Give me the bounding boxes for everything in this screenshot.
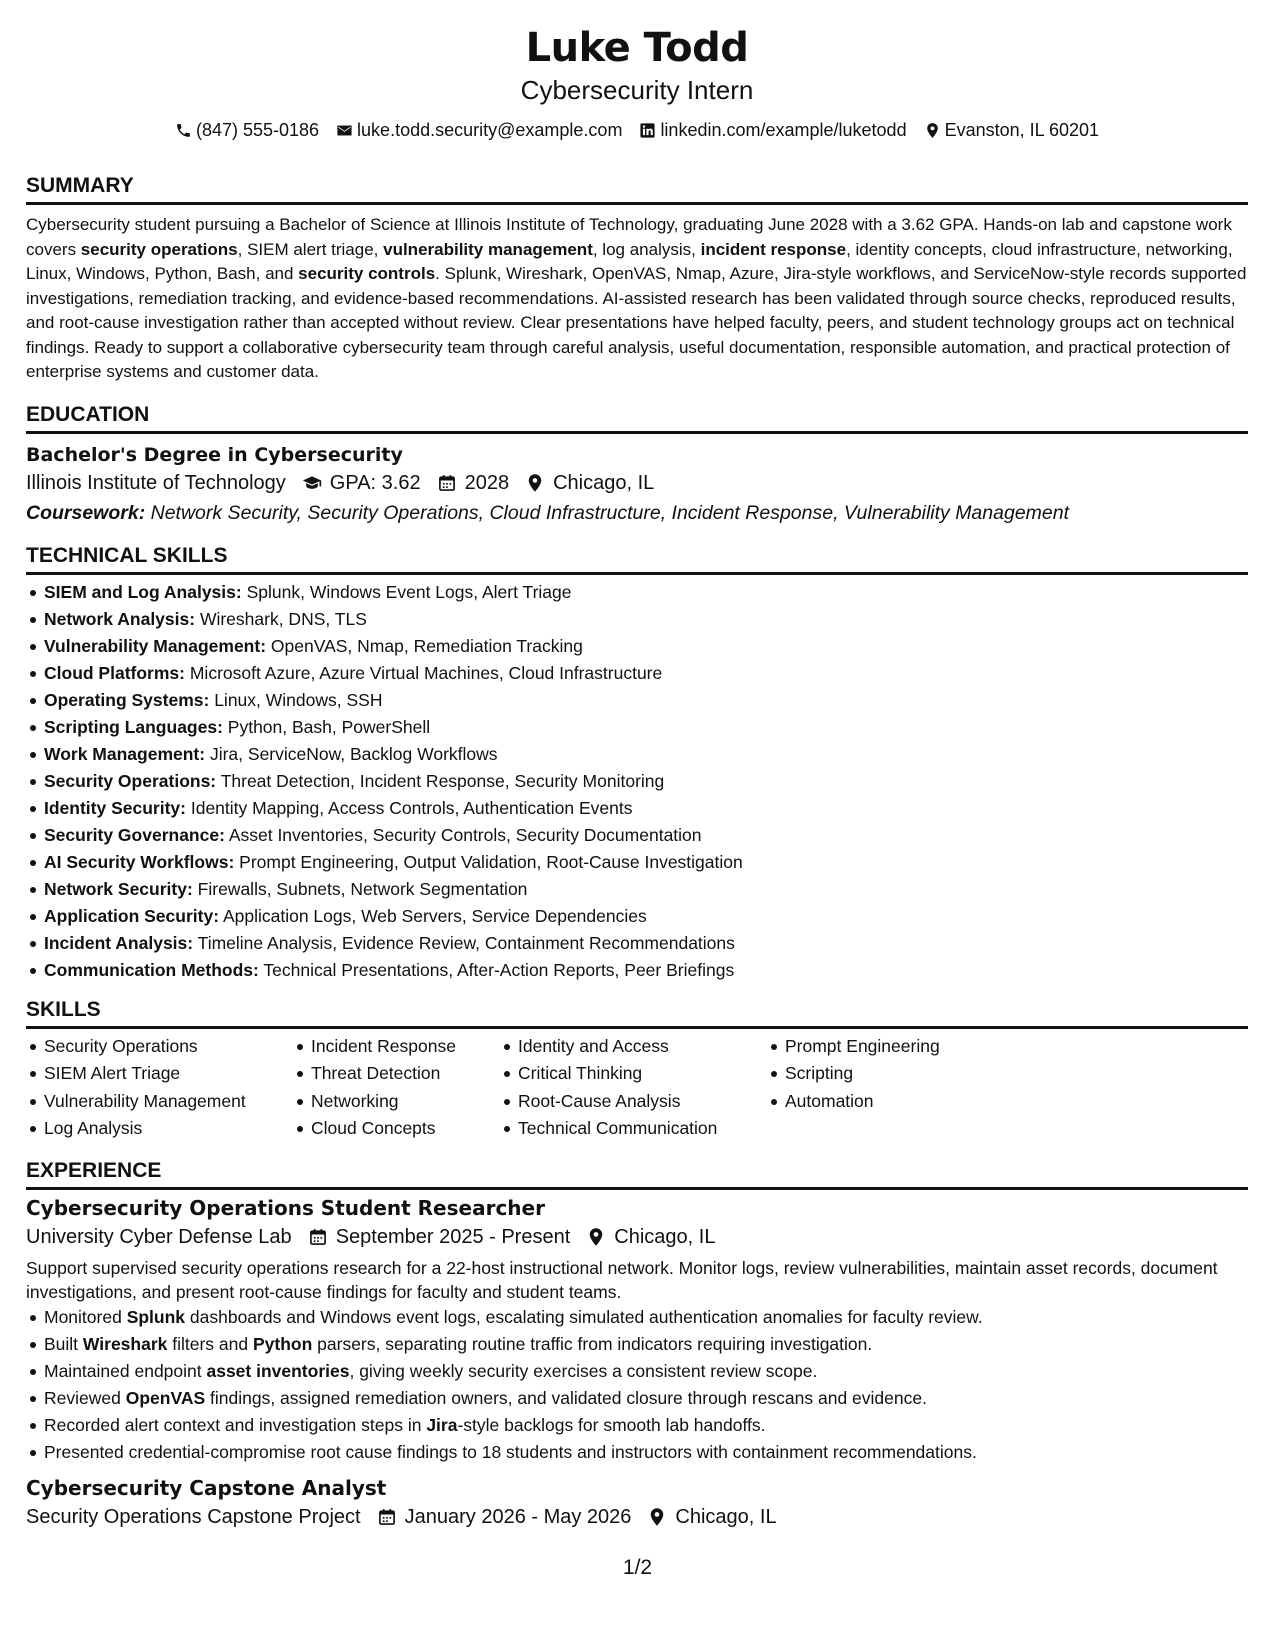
list-item: Technical Communication	[518, 1115, 767, 1143]
summary-text-part: , identity concepts, cloud infrastructure, networking, Linux, Windows, Python, Bash, and	[26, 239, 1233, 283]
list-item: Prompt Engineering	[785, 1033, 1005, 1061]
bullet-keyword: Python	[252, 1333, 313, 1354]
list-item	[44, 849, 1248, 876]
summary-text-part: , log analysis,	[592, 239, 701, 259]
bullet-text: findings, assigned remediation owners, and validated closure through rescans and evidence.	[205, 1387, 927, 1408]
list-item	[44, 1331, 1248, 1358]
skill-category: SIEM and Log Analysis:	[44, 581, 242, 602]
list-item	[44, 741, 1248, 768]
bullet-text: dashboards and Windows event logs, escalating simulated authentication anomalies for faculty review.	[185, 1306, 983, 1327]
bullet-keyword: Jira	[426, 1414, 458, 1435]
bullet-keyword: OpenVAS	[125, 1387, 206, 1408]
mail-icon	[336, 122, 353, 139]
bullet-keyword: Splunk	[126, 1306, 186, 1327]
skill-values: Application Logs, Web Servers, Service Dependencies	[222, 905, 647, 926]
skill-category: Network Security:	[44, 878, 193, 899]
skills-column	[500, 1033, 767, 1143]
technical-skills-section	[26, 542, 1248, 984]
summary-text-part: , SIEM alert triage,	[237, 239, 384, 259]
section-title-education: EDUCATION	[26, 402, 150, 426]
bullet-text: Presented credential-compromise root cause findings to 18 students and instructors with containment recommendations.	[44, 1441, 977, 1462]
skills-column	[293, 1033, 500, 1143]
calendar-icon	[377, 1507, 397, 1527]
page-number: 1/2	[622, 1556, 653, 1579]
list-item	[44, 768, 1248, 795]
list-item	[44, 687, 1248, 714]
linkedin-icon	[639, 122, 656, 139]
skill-category: Security Governance:	[44, 824, 225, 845]
job-description: Support supervised security operations research for a 22-host instructional network. Monitor logs, review vulnerabilities, maintain asset records, document investigations, and present root-cause findings for faculty and student teams.	[26, 1257, 1218, 1302]
coursework-line	[26, 498, 1248, 528]
skill-values: Technical Presentations, After-Action Reports, Peer Briefings	[263, 959, 735, 980]
map-pin-icon	[525, 473, 545, 493]
candidate-role: Cybersecurity Intern	[520, 75, 754, 105]
section-divider	[26, 572, 1248, 575]
bullet-keyword: Wireshark	[82, 1333, 168, 1354]
list-item	[44, 1385, 1248, 1412]
skill-values: Firewalls, Subnets, Network Segmentation	[197, 878, 528, 899]
list-item: Root-Cause Analysis	[518, 1088, 767, 1116]
contact-email[interactable]	[336, 118, 622, 142]
section-divider	[26, 1187, 1248, 1190]
experience-section	[26, 1157, 1248, 1532]
skills-column	[26, 1033, 293, 1143]
contact-linkedin-text: linkedin.com/example/luketodd	[660, 120, 907, 140]
list-item: Cloud Concepts	[311, 1115, 500, 1143]
section-title-summary: SUMMARY	[26, 174, 134, 197]
summary-text	[26, 213, 1248, 385]
skill-category: Security Operations:	[44, 770, 217, 791]
resume-header	[26, 22, 1248, 142]
job-meta	[26, 1222, 1248, 1252]
phone-icon	[175, 122, 192, 139]
candidate-name: Luke Todd	[525, 25, 749, 71]
summary-keyword: vulnerability management	[383, 239, 593, 259]
job-dates: September 2025 - Present	[335, 1225, 571, 1248]
section-title-experience: EXPERIENCE	[26, 1158, 162, 1182]
list-item: SIEM Alert Triage	[44, 1060, 293, 1088]
job-org: University Cyber Defense Lab	[26, 1225, 292, 1248]
job-org: Security Operations Capstone Project	[26, 1505, 361, 1528]
skill-category: Work Management:	[44, 743, 206, 764]
job-location: Chicago, IL	[675, 1505, 777, 1528]
degree-title: Bachelor's Degree in Cybersecurity	[26, 443, 403, 466]
job-location: Chicago, IL	[614, 1225, 716, 1248]
coursework-label: Coursework:	[26, 501, 146, 524]
skill-category: Communication Methods:	[44, 959, 259, 980]
section-divider	[26, 431, 1248, 434]
list-item: Critical Thinking	[518, 1060, 767, 1088]
list-item: Scripting	[785, 1060, 1005, 1088]
list-item	[44, 606, 1248, 633]
bullet-text: Reviewed	[44, 1387, 126, 1408]
skill-category: Application Security:	[44, 905, 220, 926]
list-item	[44, 660, 1248, 687]
list-item	[44, 795, 1248, 822]
summary-text-part: . Splunk, Wireshark, OpenVAS, Nmap, Azure, Jira-style workflows, and ServiceNow-style records supported investigations, remediation tracking, and evidence-based recommendations. AI-assisted research has been validated through source checks, reproduced results, and root-cause investigation rather than accepted without review. Clear presentations have helped faculty, peers, and student technology groups act on technical findings. Ready to support a collaborative cybersecurity team through careful analysis, useful documentation, responsible automation, and practical protection of enterprise systems and customer data.	[26, 264, 1247, 381]
bullet-text: , giving weekly security exercises a consistent review scope.	[349, 1360, 818, 1381]
coursework-list: Network Security, Security Operations, Cloud Infrastructure, Incident Response, Vulnerability Management	[150, 501, 1070, 524]
skill-values: Splunk, Windows Event Logs, Alert Triage	[246, 581, 572, 602]
contact-phone-text: (847) 555-0186	[195, 120, 320, 140]
skill-values: Microsoft Azure, Azure Virtual Machines, Cloud Infrastructure	[189, 662, 663, 683]
list-item	[44, 579, 1248, 606]
list-item: Log Analysis	[44, 1115, 293, 1143]
list-item: Vulnerability Management	[44, 1088, 293, 1116]
skill-category: Scripting Languages:	[44, 716, 223, 737]
contact-linkedin[interactable]	[639, 118, 906, 142]
job-meta	[26, 1502, 1248, 1532]
bullet-text: Recorded alert context and investigation steps in	[44, 1414, 427, 1435]
bullet-text: filters and	[167, 1333, 253, 1354]
job-entry	[26, 1194, 1248, 1466]
job-bullets	[26, 1304, 1248, 1466]
gpa-value: GPA: 3.62	[329, 471, 421, 494]
list-item	[44, 903, 1248, 930]
graduation-year: 2028	[464, 471, 510, 494]
list-item	[44, 957, 1248, 984]
list-item	[44, 1412, 1248, 1439]
job-dates: January 2026 - May 2026	[404, 1505, 632, 1528]
job-entry	[26, 1474, 1248, 1532]
map-pin-icon	[924, 122, 941, 139]
bullet-keyword: asset inventories	[206, 1360, 350, 1381]
list-item: Identity and Access	[518, 1033, 767, 1061]
summary-text-part: Cybersecurity student pursuing a Bachelor of Science at Illinois Institute of Technology, graduating June 2028 with a 3.62 GPA. Hands-on lab and capstone work covers	[26, 215, 1232, 259]
school-location: Chicago, IL	[553, 471, 655, 494]
map-pin-icon	[647, 1507, 667, 1527]
skills-section	[26, 996, 1248, 1143]
skills-column	[767, 1033, 1005, 1143]
section-title-technical-skills: TECHNICAL SKILLS	[26, 543, 228, 567]
contact-bar	[26, 118, 1248, 142]
bullet-text: Monitored	[44, 1306, 127, 1327]
summary-keyword: security controls	[298, 264, 436, 283]
contact-email-text: luke.todd.security@example.com	[357, 120, 623, 140]
skill-values: Linux, Windows, SSH	[214, 689, 383, 710]
calendar-icon	[437, 473, 457, 493]
list-item: Incident Response	[311, 1033, 500, 1061]
contact-location-text: Evanston, IL 60201	[944, 120, 1100, 140]
skill-category: Vulnerability Management:	[44, 635, 267, 656]
skill-category: Network Analysis:	[44, 608, 196, 629]
resume-page	[26, 0, 1248, 1532]
summary-section	[26, 172, 1248, 385]
education-section	[26, 401, 1248, 528]
skill-values: Identity Mapping, Access Controls, Authentication Events	[190, 797, 633, 818]
section-title-skills: SKILLS	[26, 997, 101, 1021]
bullet-text: -style backlogs for smooth lab handoffs.	[457, 1414, 766, 1435]
list-item: Threat Detection	[311, 1060, 500, 1088]
summary-keyword: incident response	[700, 239, 847, 259]
contact-phone[interactable]	[175, 118, 319, 142]
skill-category: Identity Security:	[44, 797, 186, 818]
education-meta	[26, 468, 1248, 498]
list-item	[44, 930, 1248, 957]
skill-values: Wireshark, DNS, TLS	[199, 608, 367, 629]
technical-skills-list	[26, 579, 1248, 984]
graduation-cap-icon	[302, 473, 322, 493]
list-item	[44, 633, 1248, 660]
skills-grid	[26, 1033, 1248, 1143]
skill-category: AI Security Workflows:	[44, 851, 235, 872]
calendar-icon	[308, 1227, 328, 1247]
job-title: Cybersecurity Capstone Analyst	[26, 1475, 387, 1500]
skill-category: Cloud Platforms:	[44, 662, 185, 683]
list-item: Networking	[311, 1088, 500, 1116]
list-item	[44, 1304, 1248, 1331]
skill-category: Operating Systems:	[44, 689, 210, 710]
section-divider	[26, 1026, 1248, 1029]
skill-category: Incident Analysis:	[44, 932, 194, 953]
bullet-text: parsers, separating routine traffic from indicators requiring investigation.	[312, 1333, 873, 1354]
list-item	[44, 1358, 1248, 1385]
skill-values: Python, Bash, PowerShell	[227, 716, 431, 737]
list-item	[44, 876, 1248, 903]
bullet-text: Maintained endpoint	[44, 1360, 207, 1381]
bullet-text: Built	[44, 1333, 83, 1354]
list-item: Security Operations	[44, 1033, 293, 1061]
skill-values: Asset Inventories, Security Controls, Security Documentation	[228, 824, 702, 845]
skill-values: OpenVAS, Nmap, Remediation Tracking	[270, 635, 583, 656]
list-item	[44, 714, 1248, 741]
skill-values: Prompt Engineering, Output Validation, Root-Cause Investigation	[239, 851, 743, 872]
list-item: Automation	[785, 1088, 1005, 1116]
list-item	[44, 822, 1248, 849]
summary-keyword: security operations	[80, 239, 238, 259]
school-name: Illinois Institute of Technology	[26, 471, 286, 494]
job-title: Cybersecurity Operations Student Researcher	[26, 1195, 545, 1220]
section-divider	[26, 202, 1248, 205]
contact-location	[924, 118, 1099, 142]
skill-values: Jira, ServiceNow, Backlog Workflows	[209, 743, 498, 764]
skill-values: Timeline Analysis, Evidence Review, Containment Recommendations	[197, 932, 735, 953]
map-pin-icon	[586, 1227, 606, 1247]
list-item	[44, 1439, 1248, 1466]
skill-values: Threat Detection, Incident Response, Security Monitoring	[220, 770, 665, 791]
